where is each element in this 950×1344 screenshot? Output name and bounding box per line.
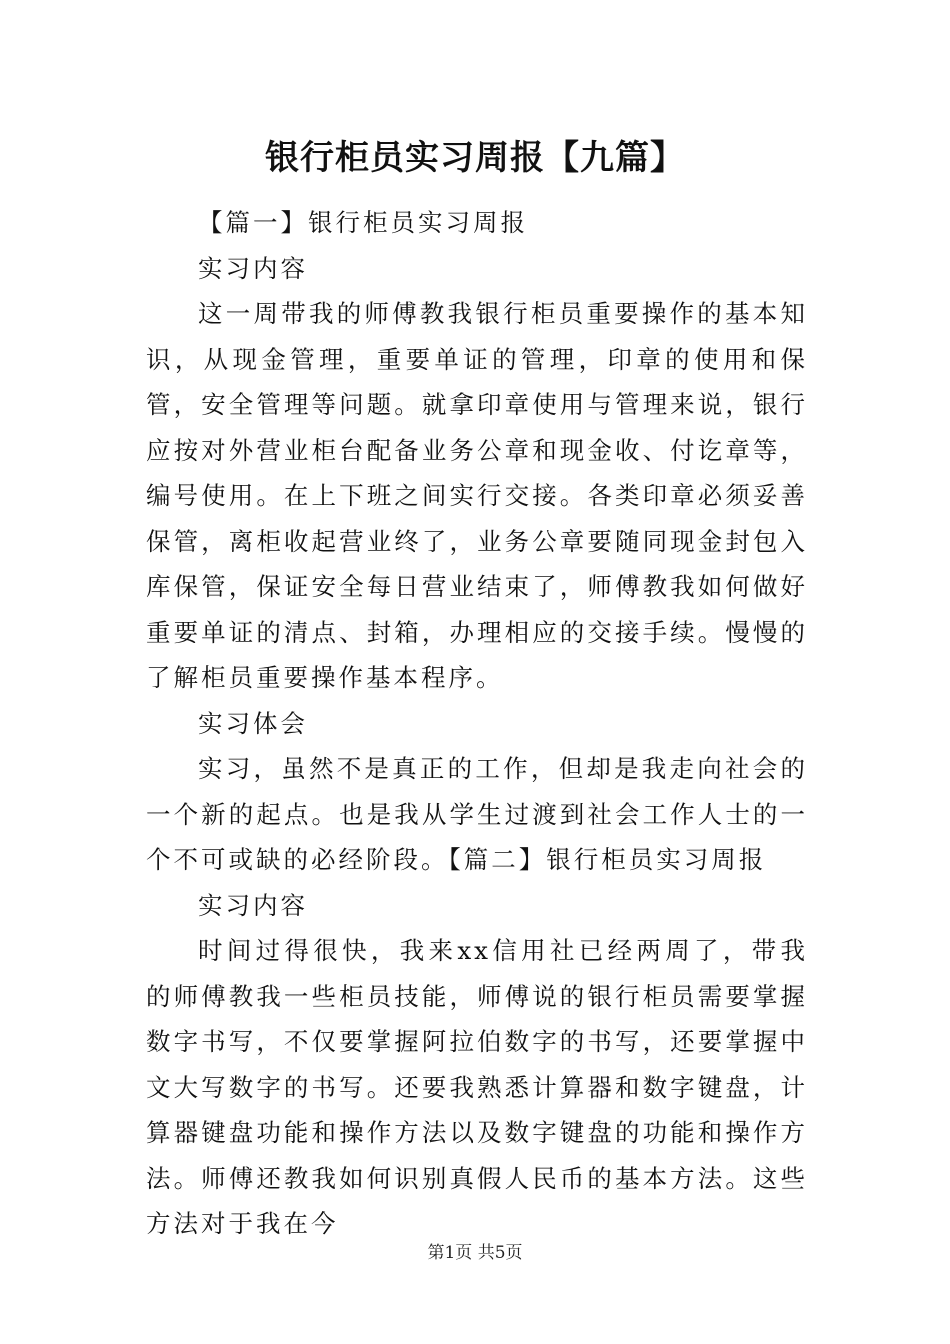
paragraph-content-1: 这一周带我的师傅教我银行柜员重要操作的基本知识，从现金管理，重要单证的管理，印章的使用和保管，安全管理等问题。就拿印章使用与管理来说，银行应按对外营业柜台配备业务公章和现金收、付讫章等，编号使用。在上下班之间实行交接。各类印章必须妥善保管，离柜收起营业终了，业务公章要随同现金封包入库保管，保证安全每日营业结束了，师傅教我如何做好重要单证的清点、封箱，办理相应的交接手续。慢慢的了解柜员重要操作基本程序。 bbox=[146, 299, 808, 692]
subheading-experience-1: 实习体会 bbox=[198, 708, 308, 738]
subheading-content-2: 实习内容 bbox=[198, 890, 308, 920]
section-heading-1: 【篇一】银行柜员实习周报 bbox=[198, 208, 528, 237]
document-body bbox=[146, 200, 808, 1247]
page-footer: 第1页 共5页 bbox=[427, 1243, 523, 1263]
page-title: 银行柜员实习周报【九篇】 bbox=[265, 138, 685, 178]
paragraph-content-2: 时间过得很快，我来xx信用社已经两周了，带我的师傅教我一些柜员技能，师傅说的银行柜员需要掌握数字书写，不仅要掌握阿拉伯数字的书写，还要掌握中文大写数字的书写。还要我熟悉计算器和数字键盘，计算器键盘功能和操作方法以及数字键盘的功能和操作方法。师傅还教我如何识别真假人民币的基本方法。这些方法对于我在今 bbox=[146, 936, 808, 1238]
subheading-content-1: 实习内容 bbox=[198, 253, 308, 283]
paragraph-experience-1: 实习，虽然不是真正的工作，但却是我走向社会的一个新的起点。也是我从学生过渡到社会工作人士的一个不可或缺的必经阶段。【篇二】银行柜员实习周报 bbox=[146, 754, 808, 874]
